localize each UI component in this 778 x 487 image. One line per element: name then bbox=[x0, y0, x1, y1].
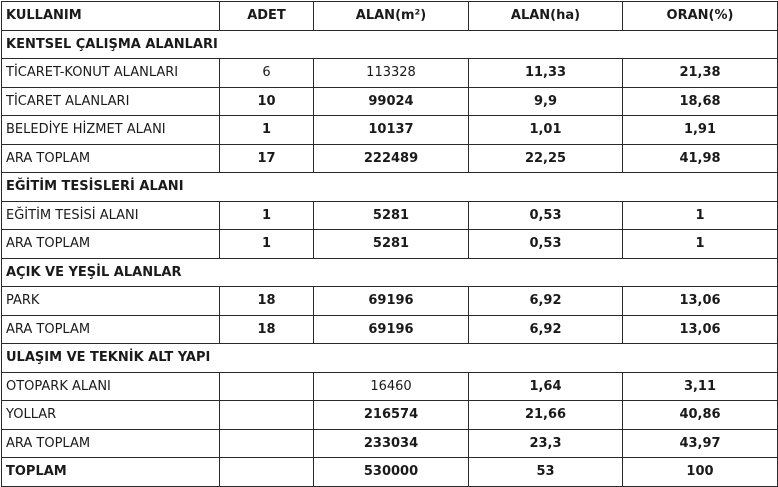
section-row bbox=[2, 344, 778, 373]
row-name: ARA TOPLAM bbox=[2, 429, 220, 458]
row-adet: 6 bbox=[220, 59, 314, 88]
row-alan-m2: 69196 bbox=[314, 287, 469, 316]
row-adet: 1 bbox=[220, 116, 314, 145]
header-alan-m2: ALAN(m²) bbox=[314, 2, 469, 31]
table-row bbox=[2, 429, 778, 458]
section-title: EĞİTİM TESİSLERİ ALANI bbox=[2, 173, 778, 202]
row-alan-ha: 23,3 bbox=[469, 429, 623, 458]
row-alan-ha: 22,25 bbox=[469, 144, 623, 173]
row-alan-ha: 6,92 bbox=[469, 287, 623, 316]
row-alan-m2: 113328 bbox=[314, 59, 469, 88]
row-name: TİCARET ALANLARI bbox=[2, 87, 220, 116]
table-row bbox=[2, 315, 778, 344]
section-row bbox=[2, 173, 778, 202]
header-kullanim: KULLANIM bbox=[2, 2, 220, 31]
row-oran: 13,06 bbox=[623, 287, 778, 316]
section-row bbox=[2, 30, 778, 59]
row-name: ARA TOPLAM bbox=[2, 230, 220, 259]
row-alan-ha: 0,53 bbox=[469, 230, 623, 259]
row-name: OTOPARK ALANI bbox=[2, 372, 220, 401]
row-oran: 21,38 bbox=[623, 59, 778, 88]
header-adet: ADET bbox=[220, 2, 314, 31]
header-oran: ORAN(%) bbox=[623, 2, 778, 31]
table-row bbox=[2, 401, 778, 430]
row-alan-m2: 16460 bbox=[314, 372, 469, 401]
section-title: KENTSEL ÇALIŞMA ALANLARI bbox=[2, 30, 778, 59]
total-oran: 100 bbox=[623, 458, 778, 487]
row-adet: 18 bbox=[220, 315, 314, 344]
row-alan-m2: 99024 bbox=[314, 87, 469, 116]
section-title: ULAŞIM VE TEKNİK ALT YAPI bbox=[2, 344, 778, 373]
table-row bbox=[2, 372, 778, 401]
row-name: BELEDİYE HİZMET ALANI bbox=[2, 116, 220, 145]
row-oran: 1 bbox=[623, 201, 778, 230]
row-name: EĞİTİM TESİSİ ALANI bbox=[2, 201, 220, 230]
table-row bbox=[2, 59, 778, 88]
total-alan-ha: 53 bbox=[469, 458, 623, 487]
row-adet: 10 bbox=[220, 87, 314, 116]
table-row bbox=[2, 201, 778, 230]
row-alan-ha: 1,01 bbox=[469, 116, 623, 145]
table-row bbox=[2, 87, 778, 116]
table-row bbox=[2, 116, 778, 145]
row-alan-m2: 5281 bbox=[314, 201, 469, 230]
row-alan-ha: 9,9 bbox=[469, 87, 623, 116]
row-alan-m2: 216574 bbox=[314, 401, 469, 430]
table-row bbox=[2, 144, 778, 173]
row-name: YOLLAR bbox=[2, 401, 220, 430]
section-row bbox=[2, 258, 778, 287]
section-title: AÇIK VE YEŞİL ALANLAR bbox=[2, 258, 778, 287]
row-adet bbox=[220, 401, 314, 430]
row-name: ARA TOPLAM bbox=[2, 144, 220, 173]
row-adet bbox=[220, 372, 314, 401]
header-alan-ha: ALAN(ha) bbox=[469, 2, 623, 31]
row-name: ARA TOPLAM bbox=[2, 315, 220, 344]
row-adet: 1 bbox=[220, 201, 314, 230]
row-adet: 17 bbox=[220, 144, 314, 173]
row-name: PARK bbox=[2, 287, 220, 316]
row-oran: 1,91 bbox=[623, 116, 778, 145]
row-alan-ha: 21,66 bbox=[469, 401, 623, 430]
table-row bbox=[2, 230, 778, 259]
row-alan-m2: 222489 bbox=[314, 144, 469, 173]
total-label: TOPLAM bbox=[2, 458, 220, 487]
row-oran: 1 bbox=[623, 230, 778, 259]
row-oran: 13,06 bbox=[623, 315, 778, 344]
row-alan-ha: 11,33 bbox=[469, 59, 623, 88]
land-use-table bbox=[1, 1, 778, 487]
row-adet: 18 bbox=[220, 287, 314, 316]
row-alan-m2: 69196 bbox=[314, 315, 469, 344]
row-adet bbox=[220, 429, 314, 458]
row-alan-ha: 0,53 bbox=[469, 201, 623, 230]
row-alan-m2: 233034 bbox=[314, 429, 469, 458]
row-oran: 18,68 bbox=[623, 87, 778, 116]
table-row bbox=[2, 287, 778, 316]
table-body bbox=[2, 30, 778, 458]
row-alan-ha: 6,92 bbox=[469, 315, 623, 344]
row-alan-ha: 1,64 bbox=[469, 372, 623, 401]
row-oran: 3,11 bbox=[623, 372, 778, 401]
total-alan-m2: 530000 bbox=[314, 458, 469, 487]
header-row bbox=[2, 2, 778, 31]
row-oran: 40,86 bbox=[623, 401, 778, 430]
row-oran: 43,97 bbox=[623, 429, 778, 458]
row-alan-m2: 5281 bbox=[314, 230, 469, 259]
row-alan-m2: 10137 bbox=[314, 116, 469, 145]
row-adet: 1 bbox=[220, 230, 314, 259]
row-name: TİCARET-KONUT ALANLARI bbox=[2, 59, 220, 88]
row-oran: 41,98 bbox=[623, 144, 778, 173]
